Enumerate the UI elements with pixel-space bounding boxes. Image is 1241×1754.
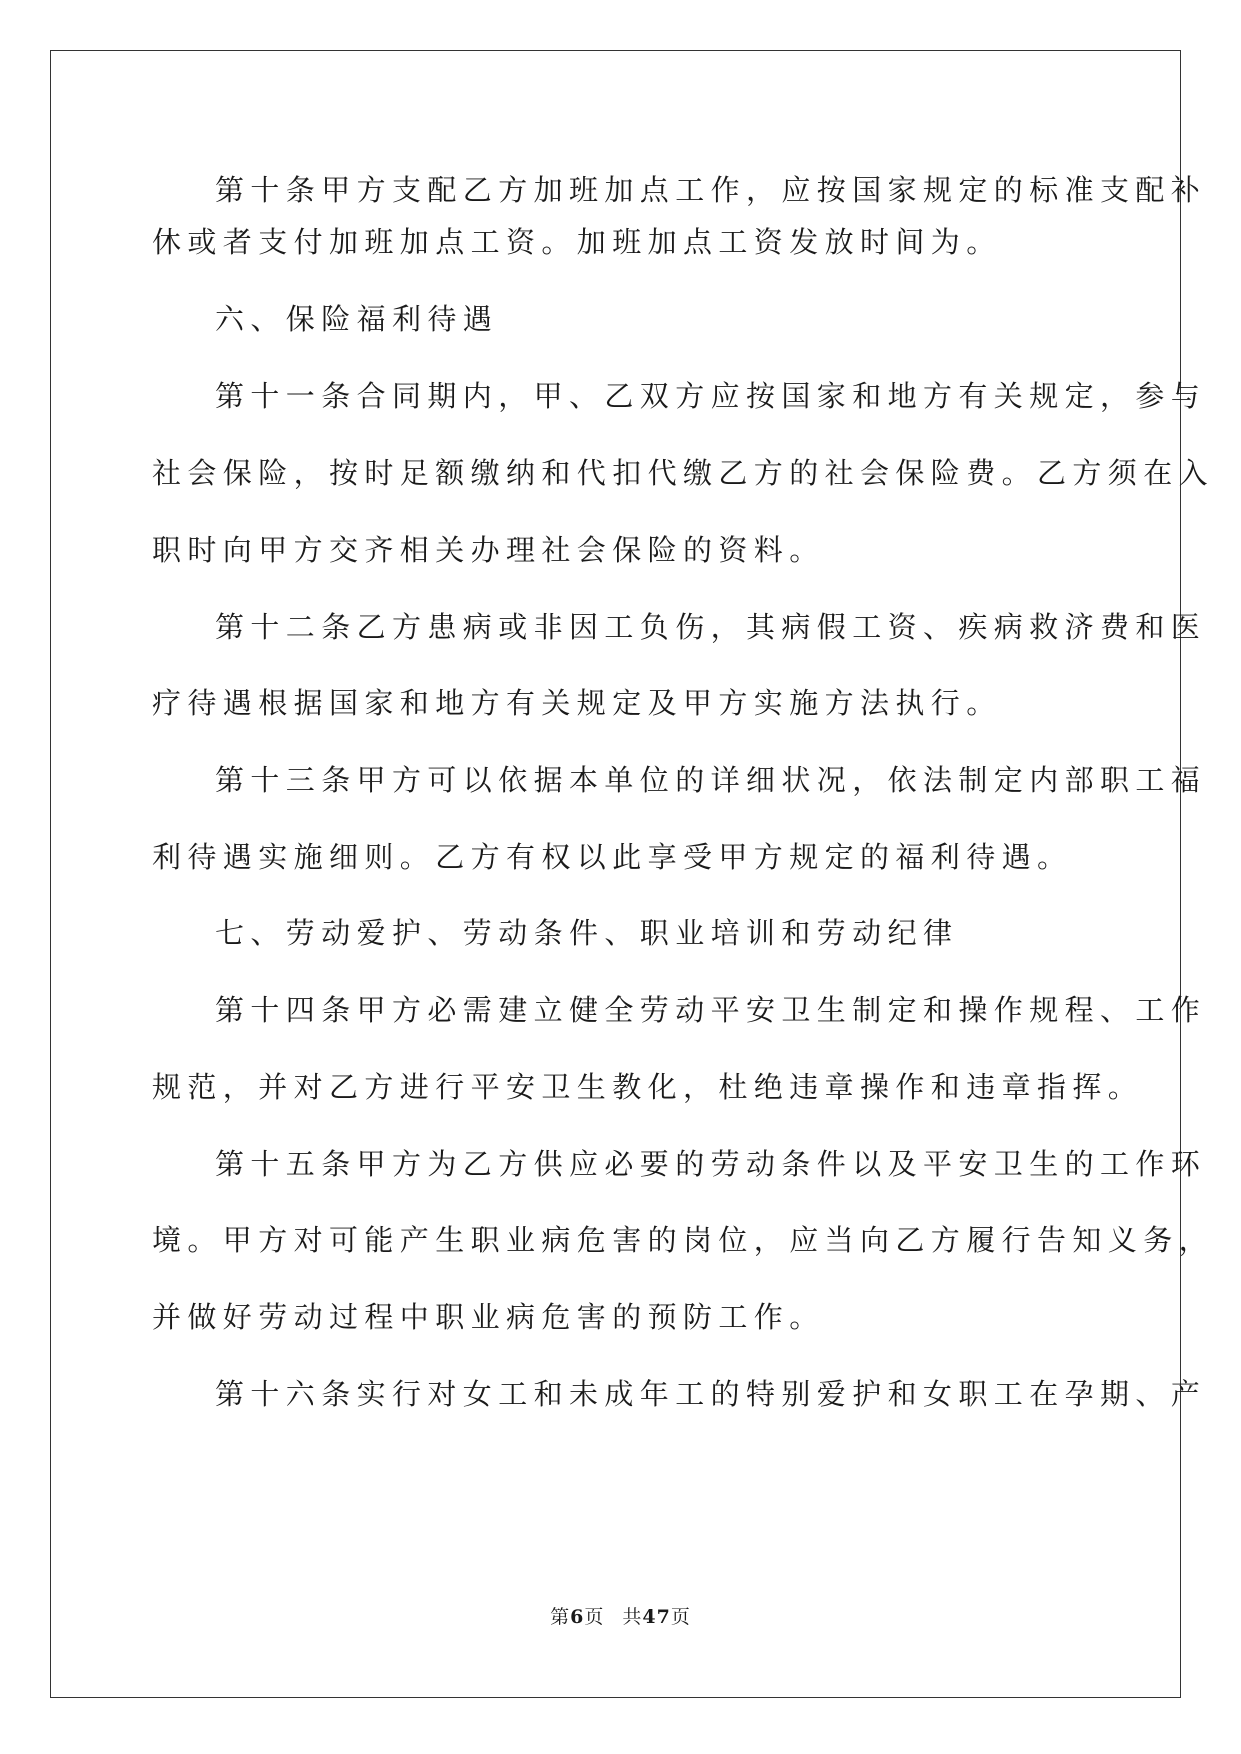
footer-total-prefix: 共: [622, 1606, 643, 1628]
section-heading: 六、保险福利待遇: [215, 302, 499, 336]
paragraph-line: 第十二条乙方患病或非因工负伤，其病假工资、疾病救济费和医: [215, 610, 1207, 644]
paragraph-line: 第十条甲方支配乙方加班加点工作，应按国家规定的标准支配补: [215, 173, 1207, 207]
footer-page-number: 6: [570, 1606, 585, 1628]
paragraph-line: 规范，并对乙方进行平安卫生教化，杜绝违章操作和违章指挥。: [152, 1070, 1144, 1104]
paragraph-line: 第十五条甲方为乙方供应必要的劳动条件以及平安卫生的工作环: [215, 1147, 1207, 1181]
paragraph-line: 并做好劳动过程中职业病危害的预防工作。: [152, 1300, 825, 1334]
paragraph-line: 休或者支付加班加点工资。加班加点工资发放时间为。: [152, 225, 1002, 259]
paragraph-line: 第十六条实行对女工和未成年工的特别爱护和女职工在孕期、产: [215, 1377, 1207, 1411]
section-heading: 七、劳动爱护、劳动条件、职业培训和劳动纪律: [215, 916, 959, 950]
footer-total-unit: 页: [670, 1606, 691, 1628]
paragraph-line: 利待遇实施细则。乙方有权以此享受甲方规定的福利待遇。: [152, 840, 1073, 874]
paragraph-line: 境。甲方对可能产生职业病危害的岗位，应当向乙方履行告知义务，: [152, 1223, 1215, 1257]
paragraph-line: 社会保险，按时足额缴纳和代扣代缴乙方的社会保险费。乙方须在入: [152, 456, 1215, 490]
footer-page-prefix: 第: [550, 1606, 571, 1628]
paragraph-line: 疗待遇根据国家和地方有关规定及甲方实施方法执行。: [152, 686, 1002, 720]
page-footer: [0, 1602, 1241, 1629]
paragraph-line: 第十三条甲方可以依据本单位的详细状况，依法制定内部职工福: [215, 763, 1207, 797]
paragraph-line: 职时向甲方交齐相关办理社会保险的资料。: [152, 533, 825, 567]
footer-page-unit: 页: [584, 1606, 605, 1628]
paragraph-line: 第十一条合同期内，甲、乙双方应按国家和地方有关规定，参与: [215, 379, 1207, 413]
footer-total-pages: 47: [642, 1606, 671, 1628]
paragraph-line: 第十四条甲方必需建立健全劳动平安卫生制定和操作规程、工作: [215, 993, 1207, 1027]
